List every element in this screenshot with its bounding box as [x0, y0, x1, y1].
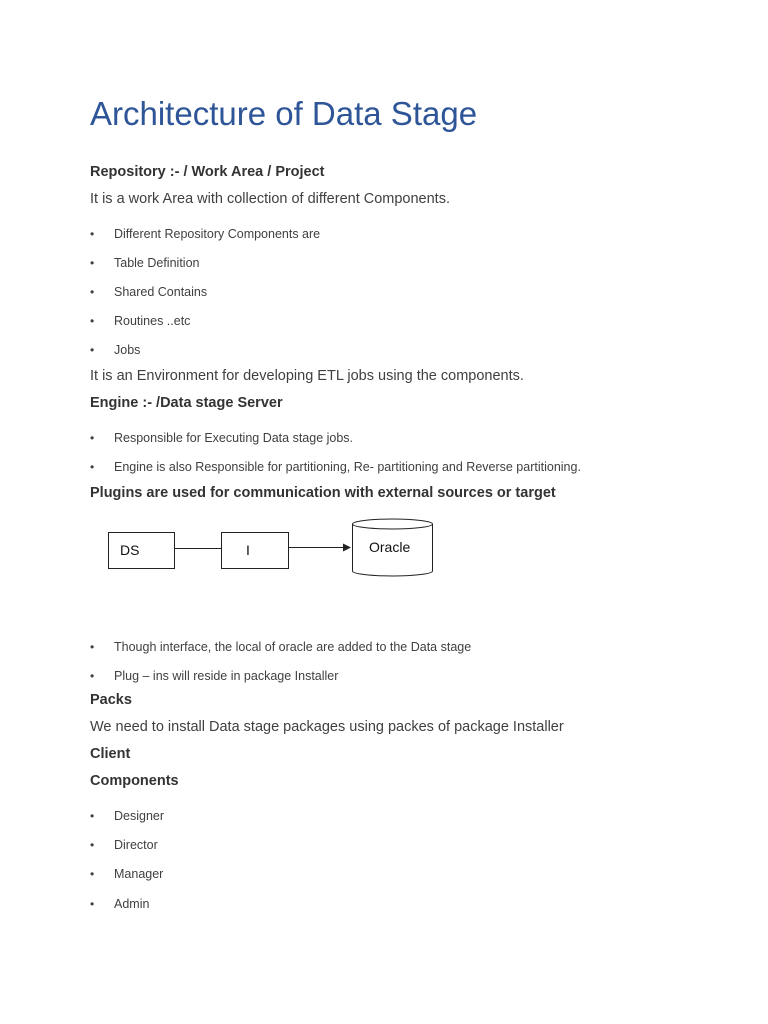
bullet-icon: • [90, 343, 95, 357]
list-item-text: Table Definition [114, 256, 200, 270]
packs-text: We need to install Data stage packages using packes of package Installer [90, 719, 564, 735]
list-item-text: Manager [114, 867, 164, 881]
arrow-head-icon [343, 544, 351, 552]
repository-heading: Repository :- / Work Area / Project [90, 164, 325, 180]
plugin-diagram [100, 510, 440, 590]
bullet-icon: • [90, 314, 95, 328]
list-item-text: Though interface, the local of oracle are added to the Data stage [114, 640, 472, 654]
ds-box [109, 533, 175, 569]
bullet-icon: • [90, 897, 95, 911]
list-item-text: Jobs [114, 343, 141, 357]
bullet-icon: • [90, 669, 95, 683]
bullet-icon: • [90, 640, 95, 654]
repository-intro: It is a work Area with collection of different Components. [90, 191, 450, 207]
packs-heading: Packs [90, 692, 132, 708]
repository-outro: It is an Environment for developing ETL jobs using the components. [90, 368, 524, 384]
plugins-heading: Plugins are used for communication with external sources or target [90, 485, 556, 501]
interface-box-label: I [246, 542, 250, 558]
list-item-text: Designer [114, 809, 165, 823]
ds-box-label: DS [120, 542, 140, 558]
list-item-text: Admin [114, 897, 150, 911]
list-item-text: Director [114, 838, 158, 852]
bullet-icon: • [90, 809, 95, 823]
list-item-text: Different Repository Components are [114, 227, 321, 241]
list-item-text: Shared Contains [114, 285, 208, 299]
bullet-icon: • [90, 867, 95, 881]
list-item-text: Engine is also Responsible for partitioning, Re- partitioning and Reverse partitioning. [114, 460, 581, 474]
client-heading: Client [90, 746, 131, 762]
engine-heading: Engine :- /Data stage Server [90, 395, 283, 411]
bullet-icon: • [90, 431, 95, 445]
list-item-text: Plug – ins will reside in package Installer [114, 669, 339, 683]
bullet-icon: • [90, 460, 95, 474]
bullet-icon: • [90, 285, 95, 299]
bullet-icon: • [90, 838, 95, 852]
bullet-icon: • [90, 256, 95, 270]
page-title: Architecture of Data Stage [90, 95, 478, 132]
list-item-text: Responsible for Executing Data stage jobs. [114, 431, 354, 445]
bullet-icon: • [90, 227, 95, 241]
list-item-text: Routines ..etc [114, 314, 191, 328]
oracle-label: Oracle [369, 539, 411, 555]
components-heading: Components [90, 773, 179, 789]
interface-box [222, 533, 289, 569]
